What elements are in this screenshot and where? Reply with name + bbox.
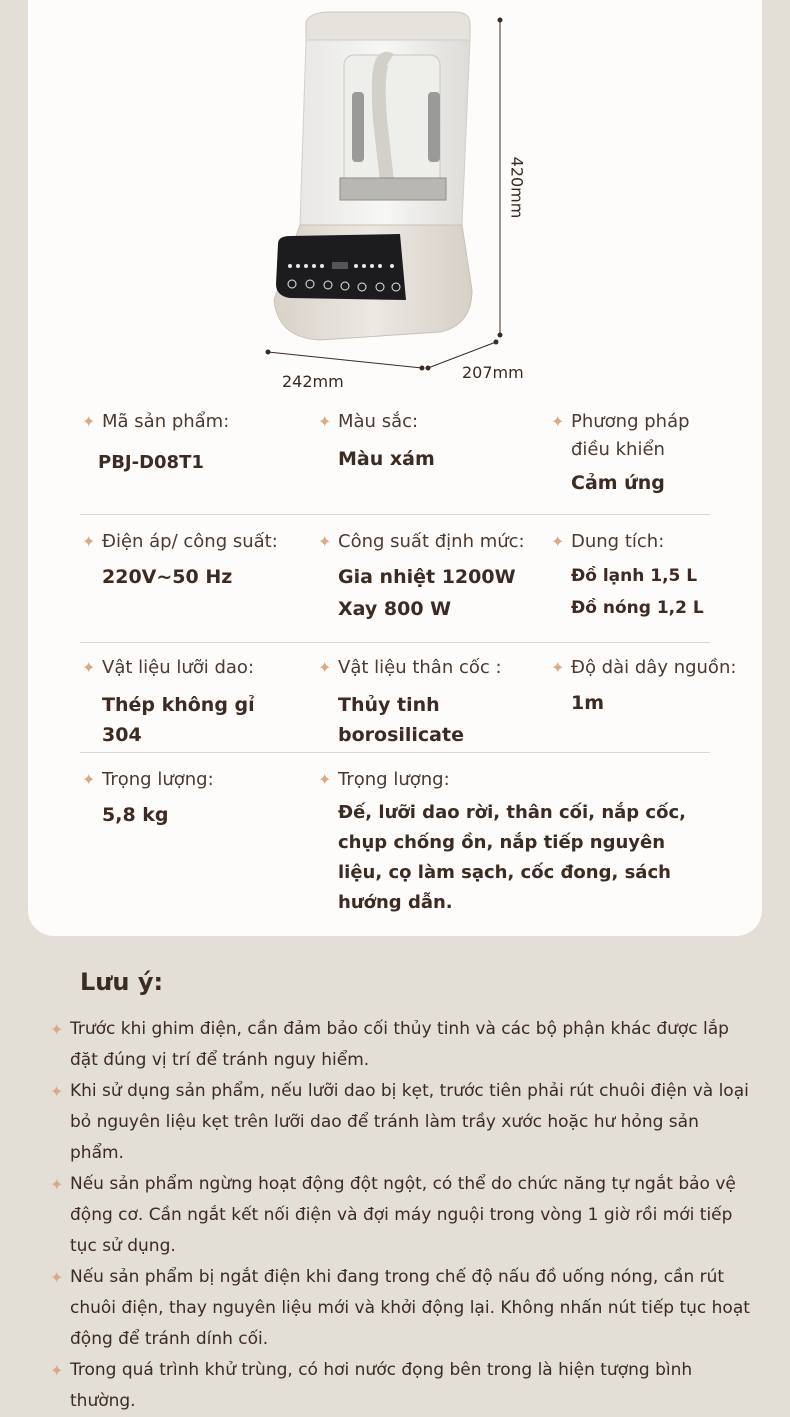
spec-label: Trọng lượng: bbox=[102, 769, 214, 790]
divider bbox=[80, 642, 710, 643]
sparkle-icon: ✦ bbox=[318, 770, 332, 789]
depth-dimension: 207mm bbox=[462, 363, 524, 382]
spec-value: Màu xám bbox=[338, 448, 435, 470]
spec-model bbox=[82, 408, 302, 478]
spec-capacity bbox=[551, 528, 721, 624]
spec-color bbox=[318, 408, 538, 474]
spec-jar-material bbox=[318, 654, 548, 750]
spec-label: Phương pháp điều khiển bbox=[571, 411, 690, 460]
spec-voltage bbox=[82, 528, 312, 592]
spec-contents bbox=[318, 766, 718, 918]
sparkle-icon: ✦ bbox=[82, 532, 96, 551]
spec-value: Gia nhiệt 1200W bbox=[338, 566, 516, 588]
spec-value: Xay 800 W bbox=[338, 598, 452, 620]
spec-value: Đồ nóng 1,2 L bbox=[571, 598, 704, 618]
spec-control bbox=[551, 408, 711, 498]
spec-label: Dung tích: bbox=[571, 531, 665, 552]
note-text: Nếu sản phẩm ngừng hoạt động đột ngột, có thể do chức năng tự ngắt bảo vệ động cơ. Cần ngắt kết nối điện và đợi máy nguội trong vòng 1 giờ rồi mới tiếp tục sử dụng. bbox=[70, 1174, 736, 1256]
note-text: Khi sử dụng sản phẩm, nếu lưỡi dao bị kẹt, trước tiên phải rút chuôi điện và loại bỏ nguyên liệu kẹt trên lưỡi dao để tránh làm trầy xước hoặc hư hỏng sản phẩm. bbox=[70, 1081, 749, 1163]
spec-label: Điện áp/ công suất: bbox=[102, 531, 278, 552]
sparkle-icon: ✦ bbox=[50, 1361, 64, 1380]
note-text: Trong quá trình khử trùng, có hơi nước đọng bên trong là hiện tượng bình thường. bbox=[70, 1360, 693, 1411]
sparkle-icon: ✦ bbox=[82, 412, 96, 431]
spec-value: 5,8 kg bbox=[102, 804, 169, 826]
spec-value: Đế, lưỡi dao rời, thân cối, nắp cốc, chụp chống ồn, nắp tiếp nguyên liệu, cọ làm sạch, cốc đong, sách hướng dẫn. bbox=[338, 802, 686, 913]
notes-list bbox=[50, 1014, 750, 1417]
notes-title: Lưu ý: bbox=[80, 968, 164, 996]
blender-illustration bbox=[0, 0, 790, 400]
spec-label: Mã sản phẩm: bbox=[102, 411, 230, 432]
sparkle-icon: ✦ bbox=[551, 658, 565, 677]
spec-value: Thép không gỉ 304 bbox=[102, 694, 255, 746]
spec-label: Độ dài dây nguồn: bbox=[571, 657, 737, 678]
spec-label: Vật liệu thân cốc : bbox=[338, 657, 502, 678]
note-item bbox=[50, 1014, 750, 1076]
note-text: Trước khi ghim điện, cần đảm bảo cối thủy tinh và các bộ phận khác được lắp đặt đúng vị trí để tránh nguy hiểm. bbox=[70, 1019, 729, 1070]
note-item bbox=[50, 1169, 750, 1262]
sparkle-icon: ✦ bbox=[318, 658, 332, 677]
note-item bbox=[50, 1076, 750, 1169]
sparkle-icon: ✦ bbox=[318, 532, 332, 551]
spec-label: Màu sắc: bbox=[338, 411, 419, 432]
spec-label: Công suất định mức: bbox=[338, 531, 525, 552]
sparkle-icon: ✦ bbox=[50, 1082, 64, 1101]
spec-value: Cảm ứng bbox=[571, 472, 665, 494]
spec-rated-power bbox=[318, 528, 548, 624]
sparkle-icon: ✦ bbox=[82, 770, 96, 789]
sparkle-icon: ✦ bbox=[82, 658, 96, 677]
sparkle-icon: ✦ bbox=[50, 1020, 64, 1039]
spec-cord-length bbox=[551, 654, 751, 718]
spec-value: 1m bbox=[571, 692, 605, 714]
sparkle-icon: ✦ bbox=[551, 532, 565, 551]
note-item bbox=[50, 1355, 750, 1417]
spec-label: Trọng lượng: bbox=[338, 769, 450, 790]
note-text: Nếu sản phẩm bị ngắt điện khi đang trong chế độ nấu đồ uống nóng, cần rút chuôi điện, thay nguyên liệu mới và khởi động lại. Không nhấn nút tiếp tục hoạt động để tránh dính cối. bbox=[70, 1267, 750, 1349]
spec-value: PBJ-D08T1 bbox=[98, 452, 204, 473]
spec-value: 220V~50 Hz bbox=[102, 566, 233, 588]
sparkle-icon: ✦ bbox=[318, 412, 332, 431]
spec-label: Vật liệu lưỡi dao: bbox=[102, 657, 255, 678]
note-item bbox=[50, 1262, 750, 1355]
spec-blade-material bbox=[82, 654, 312, 750]
divider bbox=[80, 514, 710, 515]
spec-weight bbox=[82, 766, 312, 830]
sparkle-icon: ✦ bbox=[50, 1268, 64, 1287]
spec-value: Thủy tinh borosilicate bbox=[338, 694, 464, 746]
width-dimension: 242mm bbox=[282, 372, 344, 391]
divider bbox=[80, 752, 710, 753]
height-dimension: 420mm bbox=[507, 156, 527, 219]
spec-value: Đồ lạnh 1,5 L bbox=[571, 566, 698, 586]
sparkle-icon: ✦ bbox=[50, 1175, 64, 1194]
sparkle-icon: ✦ bbox=[551, 412, 565, 431]
